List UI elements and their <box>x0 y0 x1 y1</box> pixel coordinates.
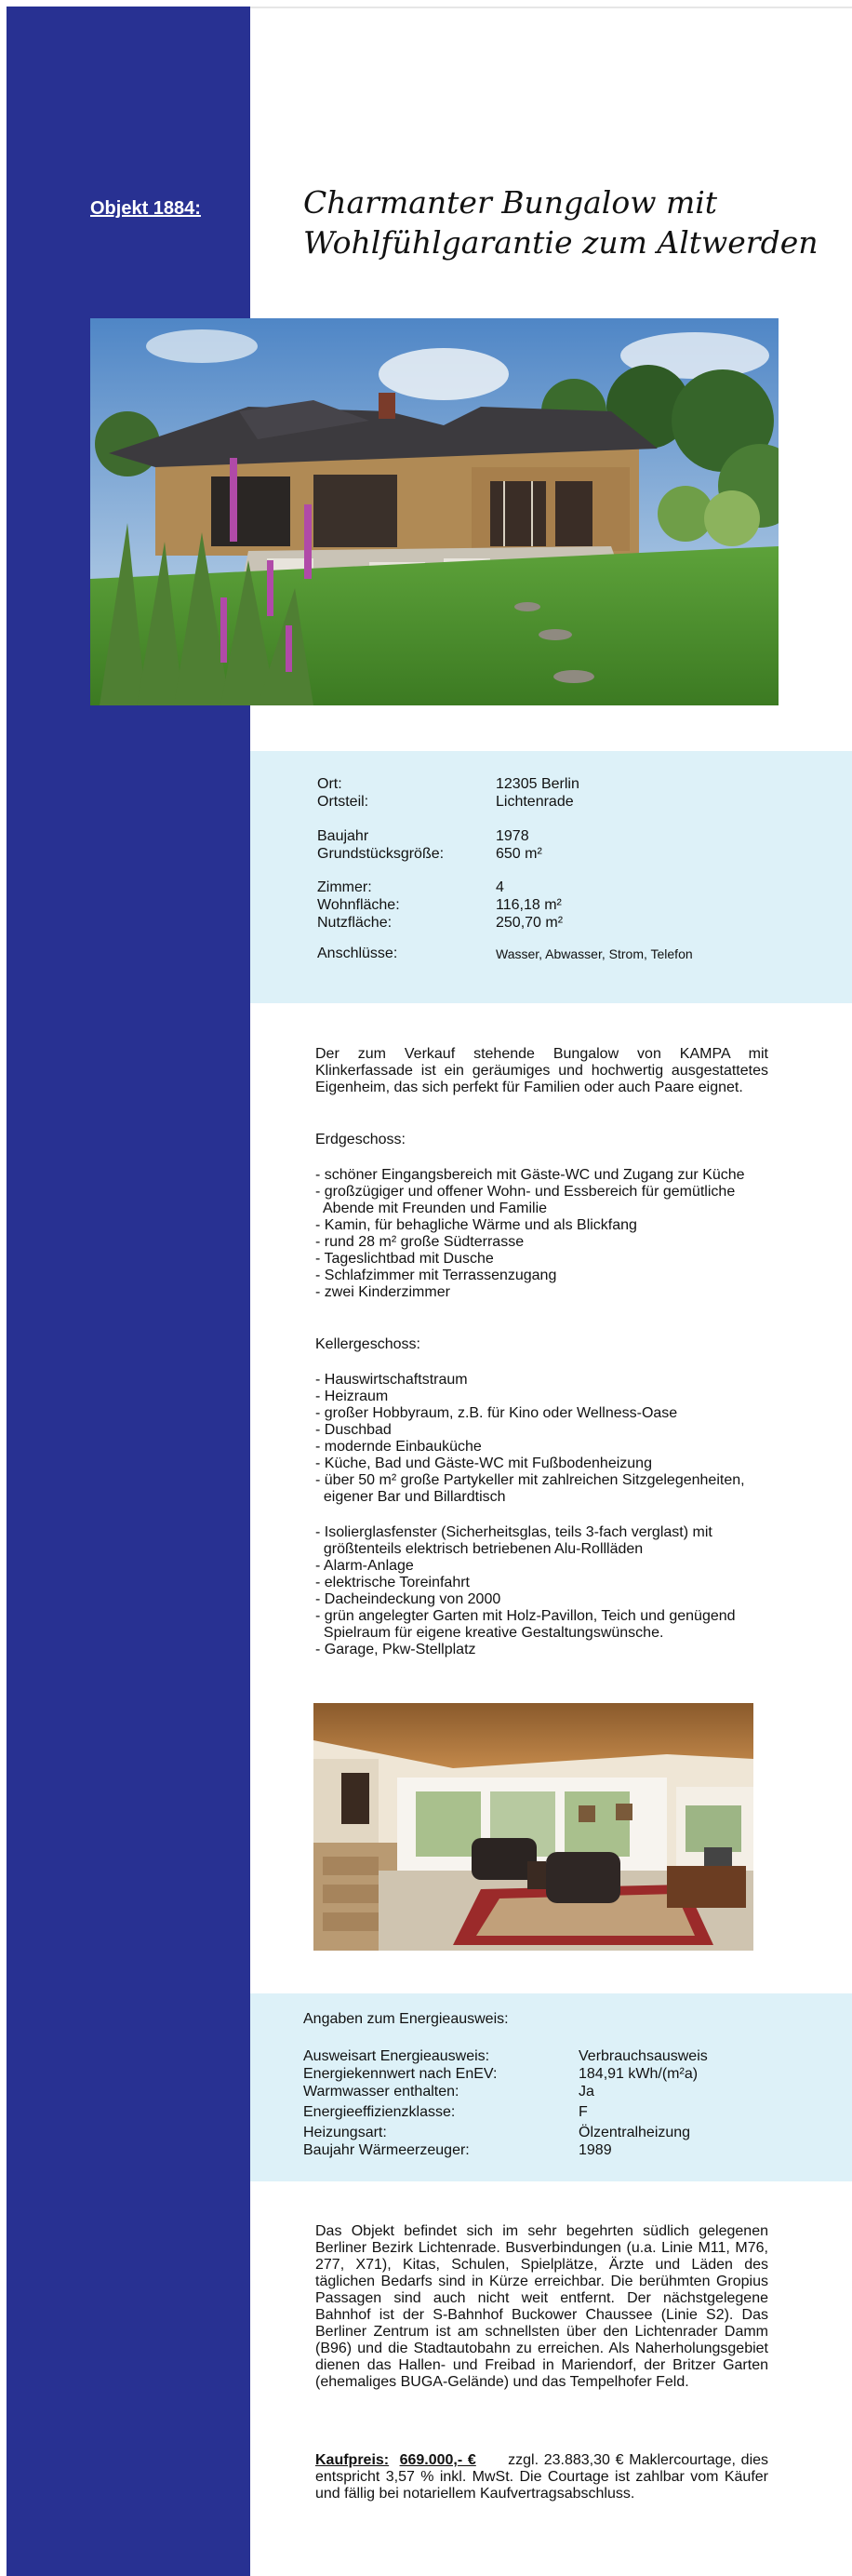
list-item: - großzügiger und offener Wohn- und Essbereich für gemütliche <box>315 1184 736 1200</box>
top-rule <box>250 7 852 8</box>
effizienzklasse-label: Energieeffizienzklasse: <box>303 2104 456 2120</box>
list-item: - elektrische Toreinfahrt <box>315 1575 470 1590</box>
list-item: - Kamin, für behagliche Wärme und als Blickfang <box>315 1217 637 1233</box>
list-item: - Tageslichtbad mit Dusche <box>315 1251 494 1267</box>
energy-certificate-panel <box>250 1993 852 2181</box>
price-value: 669.000,- € <box>399 2452 476 2468</box>
list-item: - Duschbad <box>315 1422 392 1438</box>
ausweisart-label: Ausweisart Energieausweis: <box>303 2048 490 2064</box>
wohnflaeche-label: Wohnfläche: <box>317 897 400 913</box>
kennwert-label: Energiekennwert nach EnEV: <box>303 2066 498 2082</box>
nutzflaeche-value: 250,70 m² <box>496 915 564 931</box>
effizienzklasse-value: F <box>579 2104 588 2120</box>
eg-list <box>315 1167 768 1301</box>
list-item: - grün angelegter Garten mit Holz-Pavillon, Teich und genügend <box>315 1608 736 1624</box>
wohnflaeche-value: 116,18 m² <box>496 897 562 913</box>
intro-text: Der zum Verkauf stehende Bungalow von KAMPA mit Klinkerfassade ist ein geräumiges und hochwertig ausgestattetes Eigenheim, das sich perfekt für Familien oder auch Paare eignet. <box>315 1046 768 1095</box>
nutzflaeche-label: Nutzfläche: <box>317 915 393 931</box>
list-item: - Heizraum <box>315 1389 389 1404</box>
title-line-2: Wohlfühlgarantie zum Altwerden <box>303 224 819 261</box>
kennwert-value: 184,91 kWh/(m²a) <box>579 2066 699 2082</box>
list-item: - Isolierglasfenster (Sicherheitsglas, teils 3-fach verglast) mit <box>315 1524 712 1540</box>
list-item: - Garage, Pkw-Stellplatz <box>315 1642 476 1657</box>
location-text: Das Objekt befindet sich im sehr begehrten südlich gelegenen Berliner Bezirk Lichtenrade. Busverbindungen (u.a. Linie M11, M76, 277, X71), Kitas, Schulen, Spielplätze, Ärzte und Läden des täglichen Bedarfs sind in Kürze erreichbar. Die berühmten Gropius Passagen sind auch nicht weit entfernt. Der nächstgelegene Bahnhof ist der S-Bahnhof Buckower Chaussee (Linie S2). Das Berliner Zentrum ist am schnellsten über den Lichtenrader Damm (B96) und die Stadtautobahn zu erreichen. Als Naherholungsgebiet dienen das Hallen- und Freibad in Mariendorf, der Britzer Garten (ehemaliges BUGA-Gelände) und das Tempelhofer Feld. <box>315 2223 768 2390</box>
interior-photo <box>313 1703 753 1951</box>
waermeerzeuger-value: 1989 <box>579 2142 612 2158</box>
ausweisart-value: Verbrauchsausweis <box>579 2048 708 2064</box>
list-item: - großer Hobbyraum, z.B. für Kino oder Wellness-Oase <box>315 1405 678 1421</box>
list-item: Spielraum für eigene kreative Gestaltungswünsche. <box>315 1625 664 1641</box>
list-item: größtenteils elektrisch betriebenen Alu-Rollläden <box>315 1541 644 1557</box>
list-item: - Dacheindeckung von 2000 <box>315 1591 501 1607</box>
price-section <box>315 2452 768 2502</box>
list-item: - Hauswirtschaftstraum <box>315 1372 468 1388</box>
zimmer-value: 4 <box>496 879 504 895</box>
living-room-image <box>313 1703 753 1951</box>
anschluesse-label: Anschlüsse: <box>317 946 398 961</box>
energy-heading: Angaben zum Energieausweis: <box>303 2011 509 2027</box>
price-label: Kaufpreis: <box>315 2452 390 2468</box>
list-item: - modernde Einbauküche <box>315 1439 482 1455</box>
list-item: - Schlafzimmer mit Terrassenzugang <box>315 1268 557 1283</box>
baujahr-value: 1978 <box>496 828 529 844</box>
warmwasser-label: Warmwasser enthalten: <box>303 2084 459 2100</box>
page-title <box>303 182 819 262</box>
list-item: - Alarm-Anlage <box>315 1558 414 1574</box>
title-line-1: Charmanter Bungalow mit <box>303 184 718 221</box>
kg-list <box>315 1372 768 1506</box>
list-item: - Küche, Bad und Gäste-WC mit Fußbodenheizung <box>315 1456 652 1471</box>
list-item: - über 50 m² große Partykeller mit zahlreichen Sitzgelegenheiten, <box>315 1472 745 1488</box>
anschluesse-value: Wasser, Abwasser, Strom, Telefon <box>496 946 693 961</box>
bungalow-exterior-image <box>90 318 779 705</box>
price-text: zzgl. 23.883,30 € Maklercourtage, dies entspricht 3,57 % inkl. MwSt. Die Courtage ist zahlbar vom Käufer und fällig bei notariellem Kaufvertragsabschluss. <box>315 2452 769 2502</box>
list-item: - rund 28 m² große Südterrasse <box>315 1234 525 1250</box>
heizungsart-label: Heizungsart: <box>303 2125 387 2140</box>
exterior-photo <box>90 318 779 705</box>
object-number-label: Objekt 1884: <box>90 198 201 219</box>
list-item: Abende mit Freunden und Familie <box>315 1201 548 1216</box>
grundstueck-value: 650 m² <box>496 846 542 862</box>
heizungsart-value: Ölzentralheizung <box>579 2125 691 2140</box>
ort-label: Ort: <box>317 776 342 792</box>
list-item: eigener Bar und Billardtisch <box>315 1489 506 1505</box>
warmwasser-value: Ja <box>579 2084 594 2100</box>
ortsteil-label: Ortsteil: <box>317 794 369 810</box>
list-item: - zwei Kinderzimmer <box>315 1284 450 1300</box>
grundstueck-label: Grundstücksgröße: <box>317 846 445 862</box>
property-details-panel <box>250 751 852 1003</box>
eg-heading: Erdgeschoss: <box>315 1132 406 1147</box>
list-item: - schöner Eingangsbereich mit Gäste-WC und Zugang zur Küche <box>315 1167 745 1183</box>
baujahr-label: Baujahr <box>317 828 369 844</box>
zimmer-label: Zimmer: <box>317 879 372 895</box>
extras-list <box>315 1524 768 1658</box>
ort-value: 12305 Berlin <box>496 776 579 792</box>
waermeerzeuger-label: Baujahr Wärmeerzeuger: <box>303 2142 470 2158</box>
kg-heading: Kellergeschoss: <box>315 1336 420 1352</box>
ortsteil-value: Lichtenrade <box>496 794 574 810</box>
